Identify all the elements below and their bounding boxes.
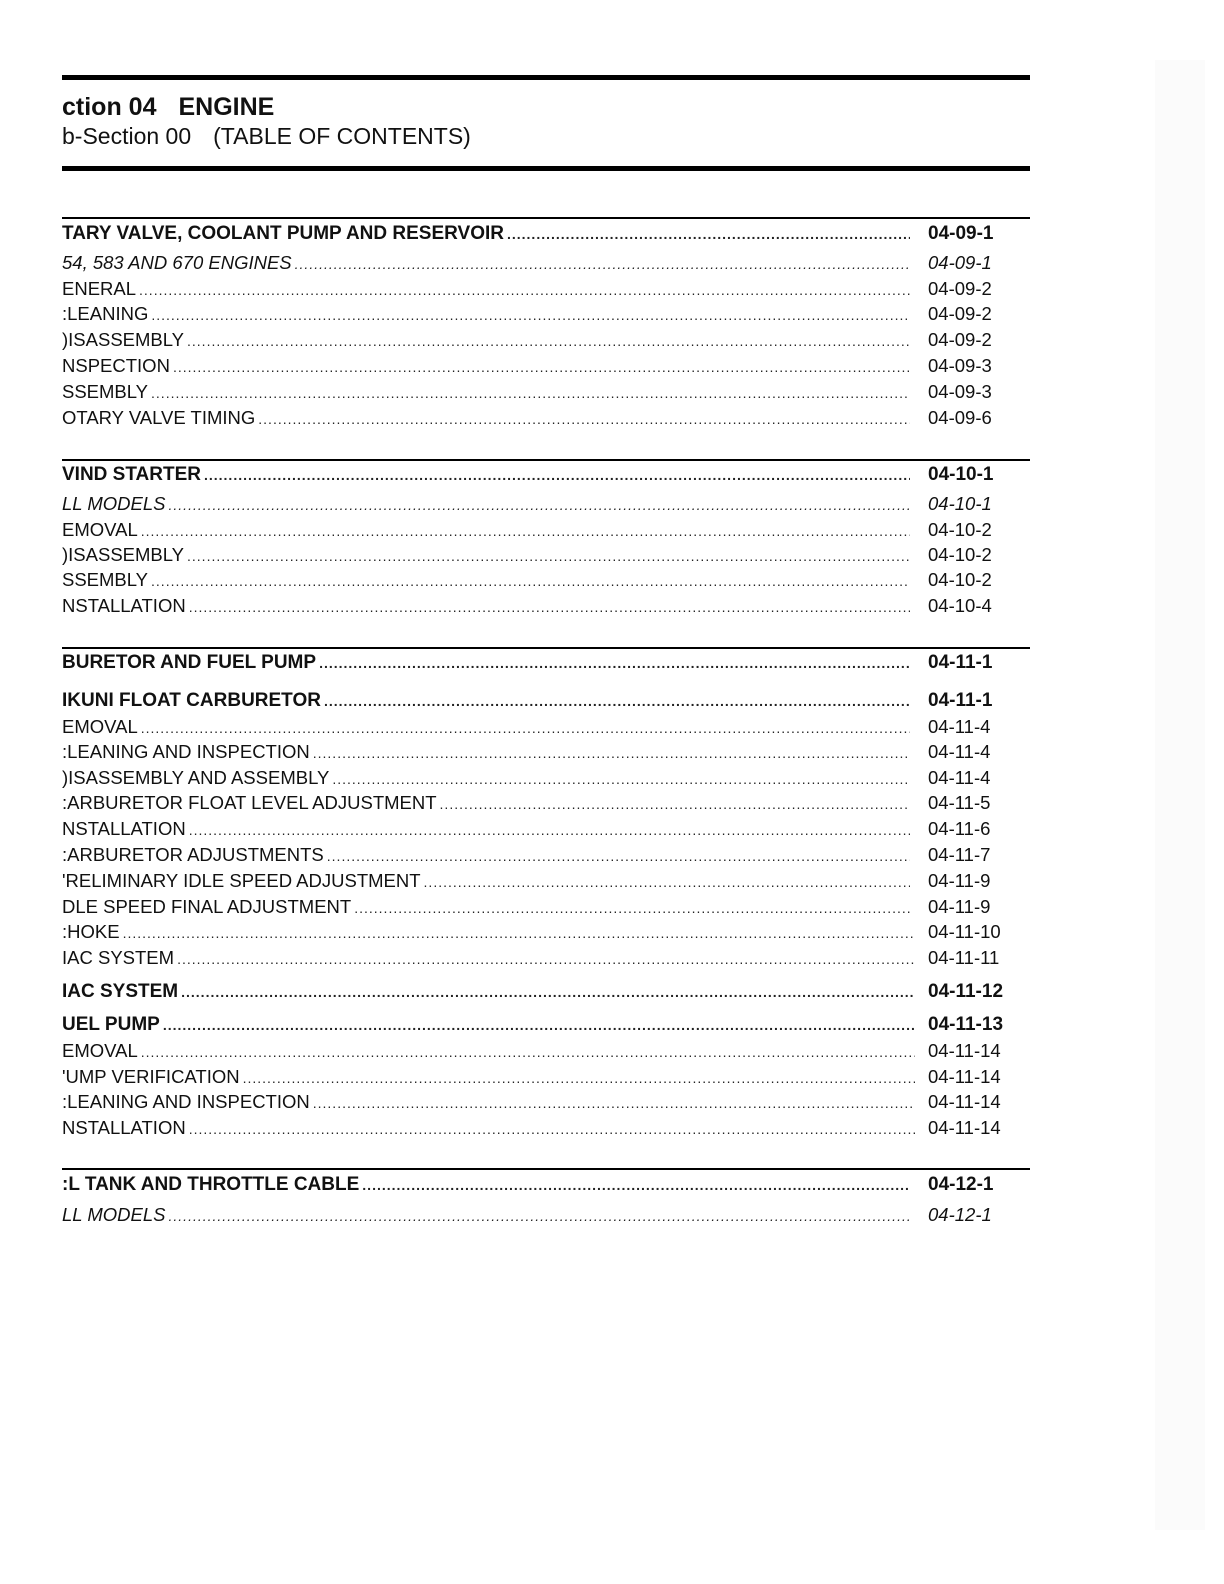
toc-entry-page: 04-09-3 <box>928 355 992 376</box>
section-title: ENGINE <box>178 93 275 121</box>
toc-chapter-entry <box>62 222 1020 246</box>
subsection-title: (TABLE OF CONTENTS) <box>213 123 471 149</box>
toc-entry-title: :ARBURETOR ADJUSTMENTS <box>62 844 324 865</box>
toc-entry <box>62 568 1020 592</box>
toc-entry-page: 04-11-14 <box>928 1117 1001 1138</box>
toc-entry-title: ENERAL <box>62 278 137 299</box>
toc-entry-title: :LEANING <box>62 303 149 324</box>
dot-leader <box>313 1091 915 1115</box>
toc-entry-title: TARY VALVE, COOLANT PUMP AND RESERVOIR <box>62 223 504 244</box>
toc-entry <box>62 920 1020 944</box>
dot-leader <box>151 381 910 405</box>
page-edge-shadow <box>1155 60 1205 1530</box>
dot-leader <box>313 741 910 765</box>
toc-entry-title: )ISASSEMBLY AND ASSEMBLY <box>62 767 330 788</box>
toc-entry-page: 04-12-1 <box>928 1174 994 1195</box>
toc-entry <box>62 354 1020 378</box>
toc-entry-page: 04-11-13 <box>928 1014 1004 1035</box>
toc-entry-title: EMOVAL <box>62 716 138 737</box>
toc-entry-page: 04-11-4 <box>928 716 991 737</box>
dot-leader <box>354 896 910 920</box>
chapter-divider <box>62 459 1030 461</box>
dot-leader <box>187 329 910 353</box>
chapter-divider <box>62 1168 1030 1170</box>
toc-entry-page: 04-11-12 <box>928 981 1004 1002</box>
section-heading <box>62 93 274 122</box>
toc-entry-title: :LEANING AND INSPECTION <box>62 741 310 762</box>
toc-entry-title: LL MODELS <box>62 1204 166 1225</box>
toc-entry-page: 04-11-6 <box>928 818 991 839</box>
toc-entry <box>62 791 1020 815</box>
toc-entry-title: )ISASSEMBLY <box>62 544 185 565</box>
dot-leader <box>141 716 910 740</box>
toc-entry <box>62 543 1020 567</box>
dot-leader <box>189 1117 915 1141</box>
toc-entry <box>62 1065 1020 1089</box>
dot-leader <box>151 569 910 593</box>
header-bottom-rule <box>62 166 1030 171</box>
toc-entry-page: 04-10-2 <box>928 519 992 540</box>
toc-entry-title: IAC SYSTEM <box>62 981 179 1002</box>
toc-entry-title: NSTALLATION <box>62 818 186 839</box>
dot-leader <box>204 463 910 487</box>
toc-entry <box>62 406 1020 430</box>
toc-entry-page: 04-10-1 <box>928 464 994 485</box>
toc-entry <box>62 1116 1020 1140</box>
dot-leader <box>181 980 915 1004</box>
toc-entry <box>62 715 1020 739</box>
toc-entry-page: 04-11-1 <box>928 652 993 673</box>
dot-leader <box>151 303 910 327</box>
dot-leader <box>319 651 910 675</box>
toc-entry-title: DLE SPEED FINAL ADJUSTMENT <box>62 896 352 917</box>
dot-leader <box>332 767 910 791</box>
toc-entry <box>62 380 1020 404</box>
dot-leader <box>324 689 910 713</box>
dot-leader <box>169 493 910 517</box>
toc-chapter-entry <box>62 1173 1020 1197</box>
dot-leader <box>177 947 915 971</box>
toc-entry-page: 04-10-2 <box>928 569 992 590</box>
toc-entry-title: NSTALLATION <box>62 595 186 616</box>
toc-entry-page: 04-10-1 <box>928 493 992 514</box>
toc-entry-title: SSEMBLY <box>62 381 149 402</box>
toc-chapter-entry <box>62 651 1020 675</box>
toc-entry-page: 04-09-6 <box>928 407 992 428</box>
dot-leader <box>163 1013 915 1037</box>
toc-entry-title: IKUNI FLOAT CARBURETOR <box>62 690 321 711</box>
dot-leader <box>173 355 910 379</box>
chapter-divider <box>62 647 1030 649</box>
header-top-rule <box>62 75 1030 80</box>
toc-entry-title: )ISASSEMBLY <box>62 329 185 350</box>
toc-entry-page: 04-09-3 <box>928 381 992 402</box>
toc-entry-title: IAC SYSTEM <box>62 947 175 968</box>
toc-entry-title: SSEMBLY <box>62 569 149 590</box>
toc-chapter-entry <box>62 463 1020 487</box>
toc-entry-page: 04-11-7 <box>928 844 991 865</box>
dot-leader <box>189 818 910 842</box>
toc-entry-title: :L TANK AND THROTTLE CABLE <box>62 1174 360 1195</box>
toc-entry-page: 04-09-2 <box>928 278 992 299</box>
toc-entry-page: 04-11-14 <box>928 1091 1001 1112</box>
toc-entry <box>62 518 1020 542</box>
toc-entry-title: NSPECTION <box>62 355 170 376</box>
toc-entry-title: :LEANING AND INSPECTION <box>62 1091 310 1112</box>
dot-leader <box>189 595 910 619</box>
toc-entry <box>62 594 1020 618</box>
section-label: ction 04 <box>62 93 157 121</box>
toc-chapter-entry <box>62 1013 1020 1037</box>
toc-entry-title: OTARY VALVE TIMING <box>62 407 256 428</box>
toc-entry-page: 04-11-14 <box>928 1066 1001 1087</box>
dot-leader <box>424 870 910 894</box>
toc-entry-page: 04-11-9 <box>928 870 991 891</box>
subsection-label: b-Section 00 <box>62 123 192 149</box>
toc-entry <box>62 869 1020 893</box>
toc-entry-title: EMOVAL <box>62 519 138 540</box>
toc-entry-title: 'RELIMINARY IDLE SPEED ADJUSTMENT <box>62 870 421 891</box>
toc-model-entry <box>62 492 1020 516</box>
toc-chapter-entry <box>62 689 1020 713</box>
toc-entry <box>62 302 1020 326</box>
toc-entry-title: :ARBURETOR FLOAT LEVEL ADJUSTMENT <box>62 792 437 813</box>
toc-entry-title: UEL PUMP <box>62 1014 160 1035</box>
toc-entry-page: 04-11-4 <box>928 767 991 788</box>
dot-leader <box>123 921 915 945</box>
toc-entry-page: 04-11-10 <box>928 921 1001 942</box>
subsection-heading <box>62 123 471 150</box>
toc-entry-title: 'UMP VERIFICATION <box>62 1066 240 1087</box>
toc-entry-page: 04-10-4 <box>928 595 992 616</box>
toc-chapter-entry <box>62 980 1020 1004</box>
toc-entry-title: EMOVAL <box>62 1040 138 1061</box>
toc-entry-page: 04-09-2 <box>928 303 992 324</box>
toc-entry-page: 04-11-14 <box>928 1040 1001 1061</box>
toc-entry <box>62 1039 1020 1063</box>
toc-entry-page: 04-11-9 <box>928 896 991 917</box>
dot-leader <box>258 407 910 431</box>
toc-entry <box>62 740 1020 764</box>
dot-leader <box>507 222 910 246</box>
toc-entry-page: 04-11-11 <box>928 947 1000 968</box>
chapter-divider <box>62 217 1030 219</box>
toc-entry-page: 04-11-4 <box>928 741 991 762</box>
dot-leader <box>141 1040 915 1064</box>
toc-model-entry <box>62 251 1020 275</box>
toc-entry-page: 04-09-2 <box>928 329 992 350</box>
toc-entry-title: BURETOR AND FUEL PUMP <box>62 652 317 673</box>
dot-leader <box>243 1066 915 1090</box>
toc-entry-title: NSTALLATION <box>62 1117 186 1138</box>
toc-entry-page: 04-09-1 <box>928 252 992 273</box>
toc-model-entry <box>62 1203 1020 1227</box>
dot-leader <box>141 519 910 543</box>
toc-entry <box>62 817 1020 841</box>
toc-entry <box>62 328 1020 352</box>
dot-leader <box>440 792 910 816</box>
toc-entry-title: :HOKE <box>62 921 120 942</box>
toc-entry-title: VIND STARTER <box>62 464 201 485</box>
toc-entry-page: 04-10-2 <box>928 544 992 565</box>
toc-entry <box>62 766 1020 790</box>
toc-entry <box>62 1090 1020 1114</box>
toc-entry <box>62 895 1020 919</box>
toc-entry-page: 04-09-1 <box>928 223 994 244</box>
dot-leader <box>295 252 910 276</box>
toc-entry <box>62 277 1020 301</box>
toc-entry <box>62 946 1020 970</box>
dot-leader <box>187 544 910 568</box>
toc-entry-title: 54, 583 AND 670 ENGINES <box>62 252 292 273</box>
toc-entry-page: 04-11-5 <box>928 792 991 813</box>
dot-leader <box>362 1173 910 1197</box>
toc-entry-title: LL MODELS <box>62 493 166 514</box>
dot-leader <box>169 1204 910 1228</box>
dot-leader <box>139 278 910 302</box>
toc-entry-page: 04-11-1 <box>928 690 993 711</box>
dot-leader <box>327 844 910 868</box>
toc-entry <box>62 843 1020 867</box>
toc-entry-page: 04-12-1 <box>928 1204 992 1225</box>
